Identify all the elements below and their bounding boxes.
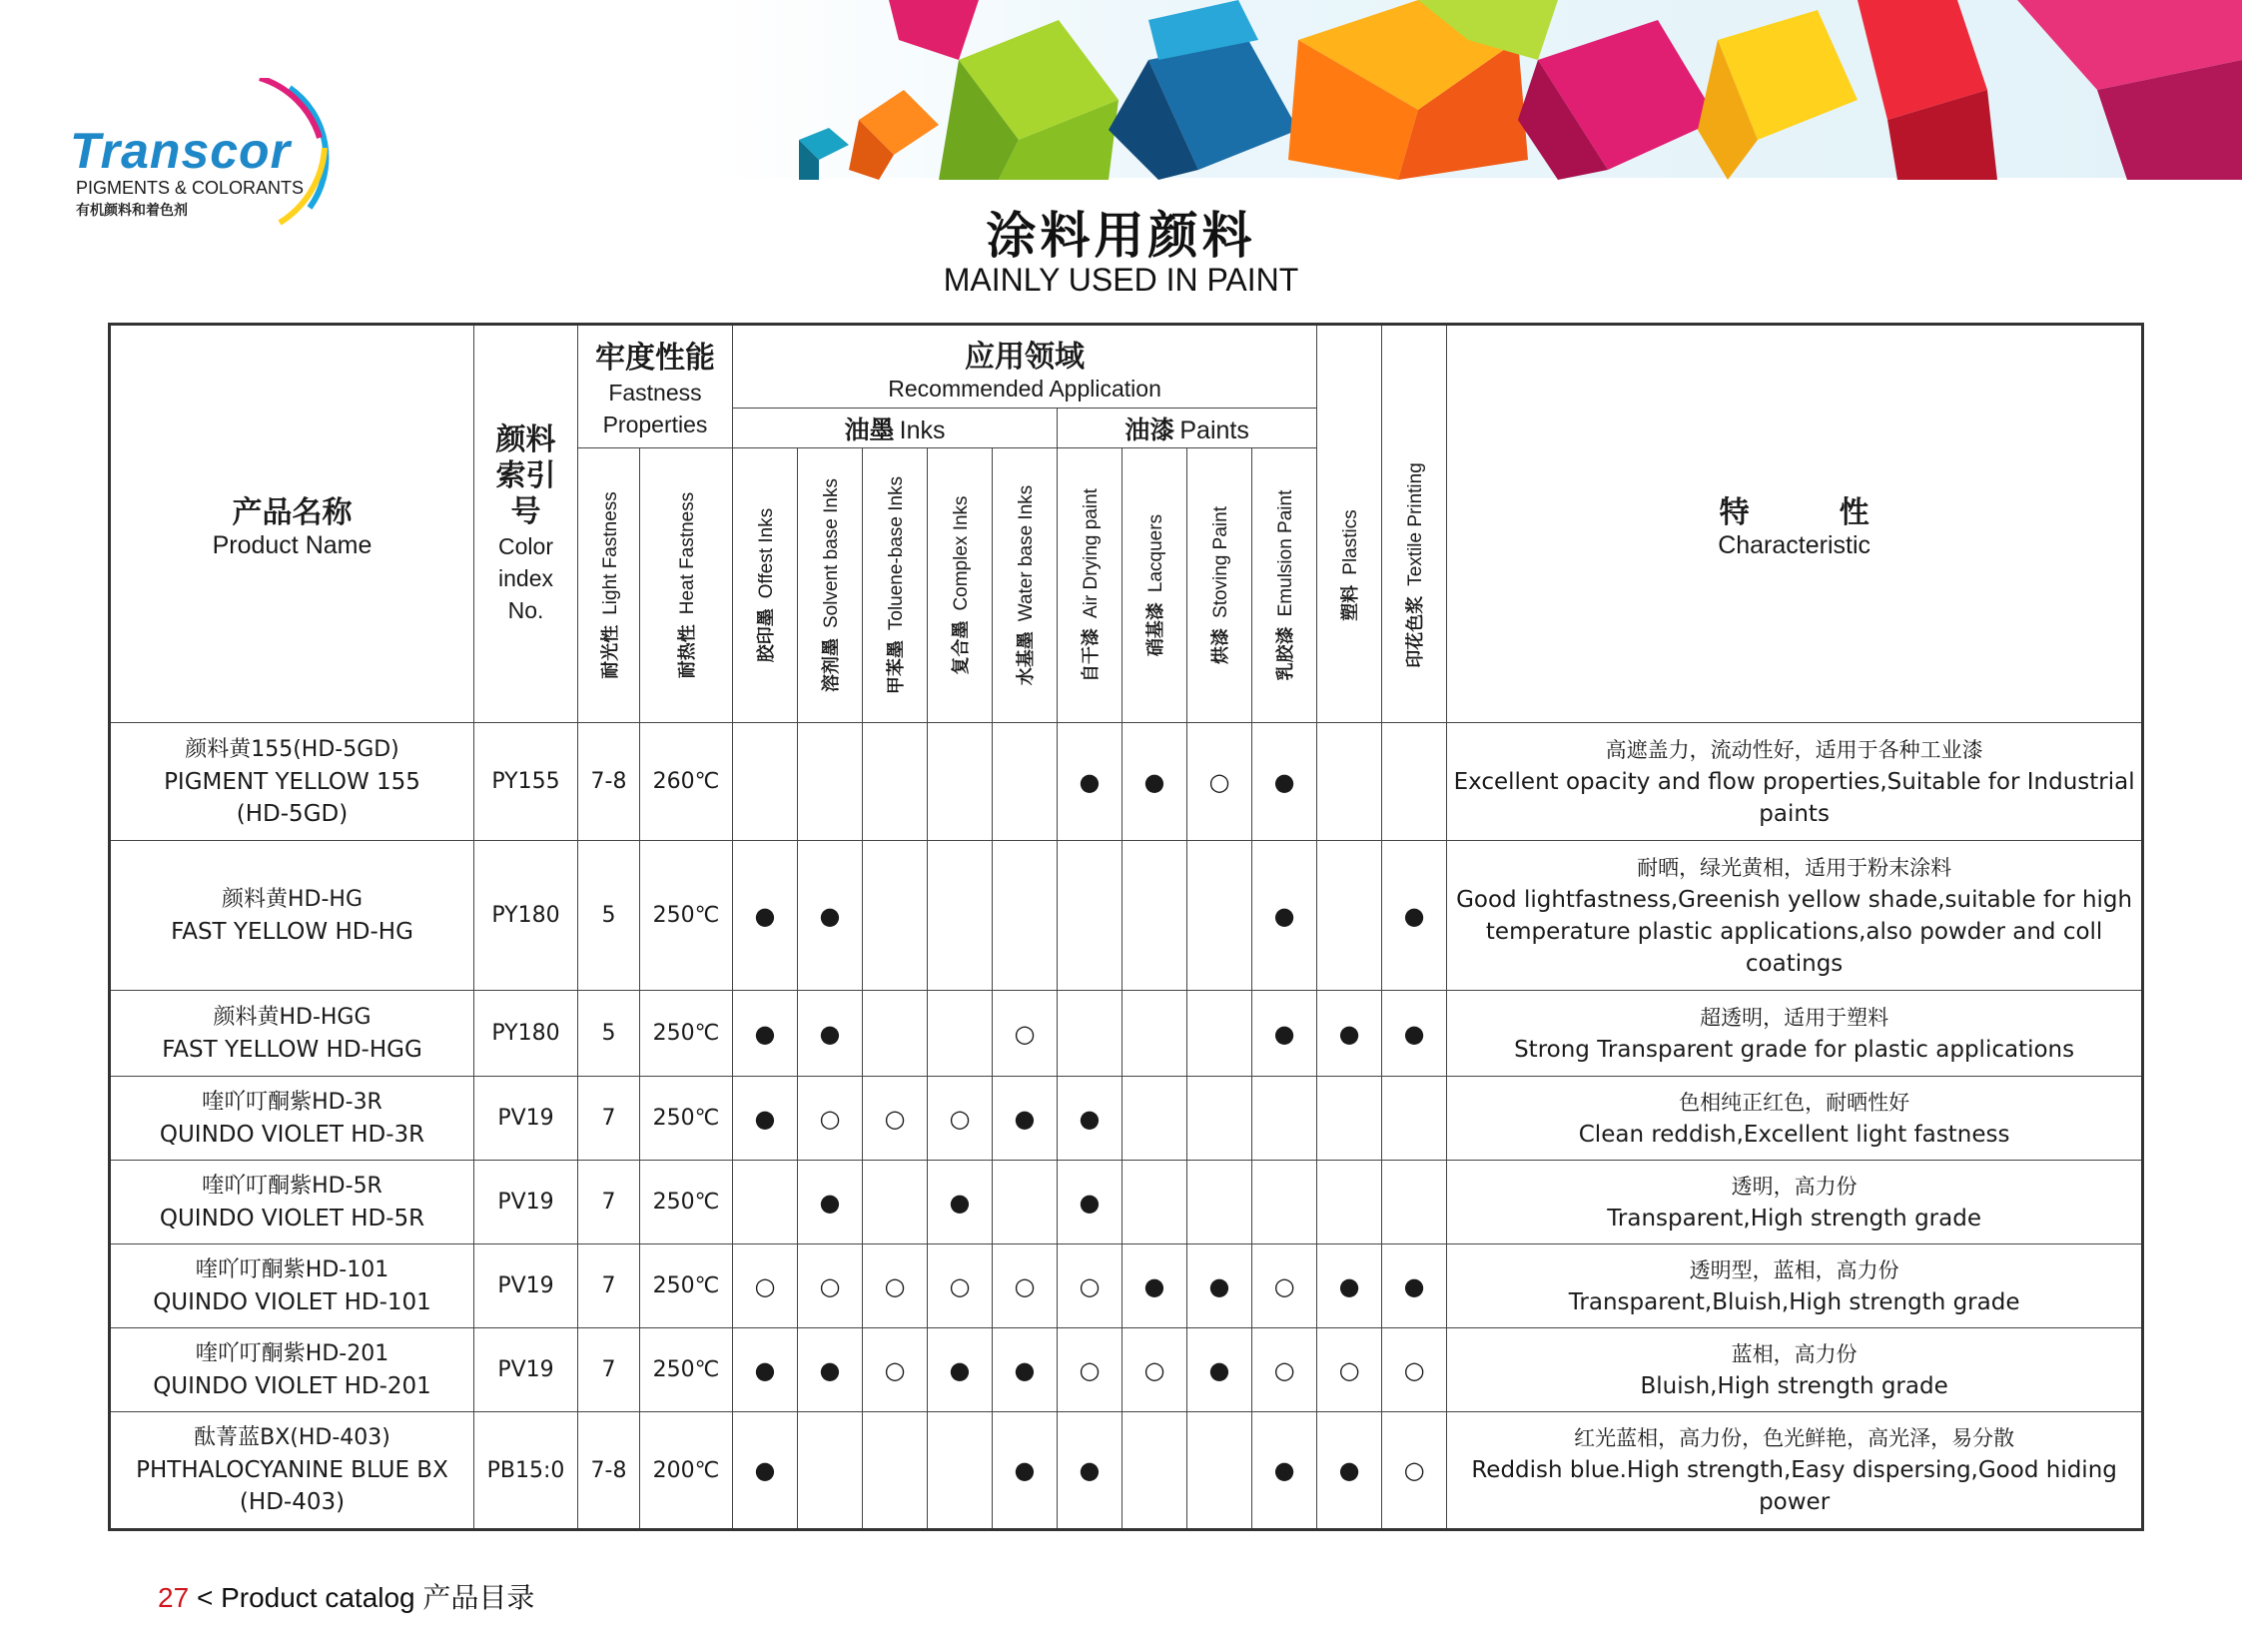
application-mark-cell: ● (1122, 723, 1187, 841)
application-mark-cell: ● (1317, 991, 1382, 1077)
application-mark-cell: ● (1317, 1244, 1382, 1328)
logo-tagline-en: PIGMENTS & COLORANTS (76, 178, 305, 198)
characteristic-en: Transparent,Bluish,High strength grade (1568, 1288, 2020, 1315)
application-mark-cell: ● (928, 1161, 993, 1244)
application-mark-cell: ● (1252, 841, 1317, 991)
application-mark-cell: ● (733, 841, 798, 991)
application-mark-cell (733, 1161, 798, 1244)
product-name-en: QUINDO VIOLET HD-101 (153, 1288, 431, 1315)
application-mark-cell (1187, 1412, 1252, 1530)
light-fastness-cell: 5 (578, 991, 640, 1077)
product-name-cn: 颜料黄HD-HGG (213, 1004, 372, 1030)
logo-tagline-cn: 有机颜料和着色剂 (76, 203, 188, 219)
header-characteristic: 特 性 Characteristic (1447, 325, 2143, 723)
characteristic-cn: 透明型，蓝相，高力份 (1689, 1257, 1899, 1282)
product-name-en: FAST YELLOW HD-HGG (162, 1036, 422, 1063)
header-col-light-fastness: 耐光性Light Fastness (578, 448, 640, 723)
application-mark-cell (863, 991, 928, 1077)
application-mark-cell: ○ (1317, 1328, 1382, 1412)
application-mark-cell: ● (798, 1328, 863, 1412)
application-mark-cell (1122, 1077, 1187, 1161)
color-index-cell: PY180 (474, 991, 578, 1077)
product-name-cell (110, 1328, 474, 1412)
characteristic-cn: 超透明，适用于塑料 (1700, 1005, 1889, 1030)
application-mark-cell (1187, 841, 1252, 991)
application-mark-cell (1122, 1161, 1187, 1244)
application-mark-cell (863, 1161, 928, 1244)
header-col-heat-fastness: 耐热性Heat Fastness (640, 448, 733, 723)
application-mark-cell: ○ (863, 1244, 928, 1328)
page-title-en: MAINLY USED IN PAINT (943, 262, 1299, 298)
product-name-en-code: (HD-5GD) (236, 800, 349, 827)
application-mark-cell: ● (1317, 1412, 1382, 1530)
product-table (108, 323, 2144, 1531)
product-name-en: PHTHALOCYANINE BLUE BX (136, 1457, 448, 1483)
characteristic-en: Excellent opacity and flow properties,Suitable for Industrial paints (1453, 768, 2135, 827)
application-mark-cell (733, 723, 798, 841)
characteristic-cn: 高遮盖力，流动性好，适用于各种工业漆 (1605, 737, 1983, 762)
application-mark-cell: ● (1382, 841, 1447, 991)
application-mark-cell (928, 1412, 993, 1530)
product-name-cell (110, 1161, 474, 1244)
characteristic-en: Good lightfastness,Greenish yellow shade,suitable for high temperature plastic applications,also powder and coll coatings (1456, 886, 2133, 977)
characteristic-cn: 蓝相，高力份 (1731, 1341, 1858, 1366)
product-name-cn: 喹吖叮酮紫HD-5R (202, 1173, 382, 1199)
application-mark-cell: ● (993, 1412, 1058, 1530)
application-mark-cell: ● (1382, 991, 1447, 1077)
application-mark-cell: ○ (1058, 1244, 1122, 1328)
table-row (110, 1161, 2143, 1244)
color-index-cell: PY180 (474, 841, 578, 991)
application-mark-cell (993, 841, 1058, 991)
application-mark-cell (1382, 1077, 1447, 1161)
characteristic-cn: 色相纯正红色，耐晒性好 (1679, 1090, 1910, 1115)
product-name-cn: 颜料黄155(HD-5GD) (185, 736, 399, 762)
light-fastness-cell: 7-8 (578, 1412, 640, 1530)
application-mark-cell: ○ (993, 991, 1058, 1077)
application-mark-cell (1317, 723, 1382, 841)
header-col-lacquers: 硝基漆Lacquers (1122, 448, 1187, 723)
table-row (110, 1077, 2143, 1161)
light-fastness-cell: 7 (578, 1077, 640, 1161)
product-name-en-code: (HD-403) (239, 1489, 346, 1515)
characteristic-en: Strong Transparent grade for plastic applications (1514, 1036, 2075, 1063)
page-number: 27 (158, 1582, 190, 1613)
application-mark-cell: ● (993, 1328, 1058, 1412)
product-name-en: QUINDO VIOLET HD-3R (159, 1121, 425, 1148)
color-index-cell: PV19 (474, 1161, 578, 1244)
application-mark-cell: ● (1187, 1244, 1252, 1328)
product-name-cn: 喹吖叮酮紫HD-201 (195, 1340, 389, 1366)
heat-fastness-cell: 250℃ (640, 1244, 733, 1328)
application-mark-cell (993, 723, 1058, 841)
application-mark-cell: ○ (928, 1244, 993, 1328)
application-mark-cell (863, 1412, 928, 1530)
application-mark-cell (1058, 991, 1122, 1077)
application-mark-cell (993, 1161, 1058, 1244)
characteristic-cell (1447, 841, 2143, 991)
header-paints: 油漆 Paints (1058, 409, 1317, 448)
application-mark-cell: ○ (733, 1244, 798, 1328)
application-mark-cell: ○ (1122, 1328, 1187, 1412)
header-col-air-drying-paint: 自干漆Air Drying paint (1058, 448, 1122, 723)
application-mark-cell: ○ (928, 1077, 993, 1161)
application-mark-cell: ● (1058, 1412, 1122, 1530)
application-mark-cell (928, 723, 993, 841)
application-mark-cell: ○ (1382, 1328, 1447, 1412)
application-mark-cell (1382, 723, 1447, 841)
product-name-en: FAST YELLOW HD-HG (171, 918, 413, 945)
color-index-cell: PV19 (474, 1328, 578, 1412)
header-col-complex-inks: 复合墨Complex Inks (928, 448, 993, 723)
application-mark-cell: ● (1252, 723, 1317, 841)
header-col-stoving-paint: 烘漆Stoving Paint (1187, 448, 1252, 723)
heat-fastness-cell: 200℃ (640, 1412, 733, 1530)
characteristic-cell (1447, 991, 2143, 1077)
product-name-cell (110, 1244, 474, 1328)
application-mark-cell: ● (733, 1412, 798, 1530)
application-mark-cell: ○ (798, 1244, 863, 1328)
characteristic-en: Transparent,High strength grade (1607, 1205, 1981, 1232)
application-mark-cell (928, 991, 993, 1077)
light-fastness-cell: 7 (578, 1328, 640, 1412)
product-name-cell (110, 991, 474, 1077)
application-mark-cell: ○ (1252, 1244, 1317, 1328)
characteristic-cell (1447, 1244, 2143, 1328)
header-col-textile-printing: 印花色浆Textile Printing (1382, 409, 1447, 723)
application-mark-cell: ● (798, 991, 863, 1077)
application-mark-cell (1187, 1161, 1252, 1244)
application-mark-cell: ● (1187, 1328, 1252, 1412)
logo-wordmark: Transcor (70, 123, 292, 179)
color-index-cell: PY155 (474, 723, 578, 841)
application-mark-cell (1317, 1077, 1382, 1161)
heat-fastness-cell: 250℃ (640, 841, 733, 991)
application-mark-cell (1382, 1161, 1447, 1244)
table-body (110, 723, 2143, 1530)
header-fastness: 牢度性能 Fastness Properties (578, 325, 733, 448)
characteristic-cell (1447, 1161, 2143, 1244)
application-mark-cell: ● (798, 1161, 863, 1244)
application-mark-cell (928, 841, 993, 991)
application-mark-cell (1252, 1077, 1317, 1161)
table-row (110, 991, 2143, 1077)
header-col-water-inks: 水基墨Water base Inks (993, 448, 1058, 723)
product-name-cn: 喹吖叮酮紫HD-101 (195, 1256, 389, 1282)
application-mark-cell (1122, 1412, 1187, 1530)
light-fastness-cell: 7 (578, 1161, 640, 1244)
light-fastness-cell: 7 (578, 1244, 640, 1328)
table-row (110, 1328, 2143, 1412)
table-row (110, 1412, 2143, 1530)
application-mark-cell (1187, 991, 1252, 1077)
header-product-name: 产品名称 Product Name (110, 325, 474, 723)
header-col-emulsion-paint: 乳胶漆Emulsion Paint (1252, 448, 1317, 723)
heat-fastness-cell: 260℃ (640, 723, 733, 841)
application-mark-cell: ● (928, 1328, 993, 1412)
table-row (110, 723, 2143, 841)
product-name-cn: 喹吖叮酮紫HD-3R (202, 1089, 382, 1115)
header-inks: 油墨 Inks (733, 409, 1058, 448)
application-mark-cell (1317, 841, 1382, 991)
characteristic-en: Clean reddish,Excellent light fastness (1578, 1121, 2010, 1148)
header-col-offset-inks: 胶印墨Offest Inks (733, 448, 798, 723)
page-footer (158, 1576, 534, 1616)
application-mark-cell: ● (1058, 1077, 1122, 1161)
application-mark-cell: ○ (863, 1328, 928, 1412)
application-mark-cell: ○ (1058, 1328, 1122, 1412)
application-mark-cell (1317, 1161, 1382, 1244)
application-mark-cell (863, 723, 928, 841)
footer-label: < Product catalog 产品目录 (196, 1582, 535, 1613)
light-fastness-cell: 7-8 (578, 723, 640, 841)
product-name-cn: 颜料黄HD-HG (221, 886, 363, 912)
product-name-en: PIGMENT YELLOW 155 (164, 768, 420, 795)
application-mark-cell: ● (1252, 991, 1317, 1077)
application-mark-cell: ● (733, 1328, 798, 1412)
characteristic-en: Bluish,High strength grade (1640, 1372, 1948, 1399)
heat-fastness-cell: 250℃ (640, 1328, 733, 1412)
application-mark-cell (1058, 841, 1122, 991)
header-col-plastics: 塑料Plastics (1317, 409, 1382, 723)
characteristic-cell (1447, 1077, 2143, 1161)
application-mark-cell (1187, 1077, 1252, 1161)
header-color-index: 颜料索引号 Color index No. (474, 325, 578, 723)
application-mark-cell (863, 841, 928, 991)
color-index-cell: PV19 (474, 1244, 578, 1328)
product-name-cell (110, 723, 474, 841)
application-mark-cell: ○ (1187, 723, 1252, 841)
product-name-cn: 酞菁蓝BX(HD-403) (194, 1425, 390, 1450)
product-name-cell (110, 1412, 474, 1530)
light-fastness-cell: 5 (578, 841, 640, 991)
color-index-cell: PV19 (474, 1077, 578, 1161)
application-mark-cell (1122, 841, 1187, 991)
characteristic-cell (1447, 1328, 2143, 1412)
application-mark-cell: ○ (1252, 1328, 1317, 1412)
product-name-en: QUINDO VIOLET HD-5R (159, 1205, 425, 1232)
color-index-cell: PB15:0 (474, 1412, 578, 1530)
heat-fastness-cell: 250℃ (640, 1161, 733, 1244)
application-mark-cell (1122, 991, 1187, 1077)
heat-fastness-cell: 250℃ (640, 1077, 733, 1161)
product-name-cell (110, 841, 474, 991)
application-mark-cell (1252, 1161, 1317, 1244)
application-mark-cell: ● (1058, 1161, 1122, 1244)
table-row (110, 841, 2143, 991)
characteristic-cn: 透明，高力份 (1731, 1174, 1858, 1199)
application-mark-cell: ○ (993, 1244, 1058, 1328)
characteristic-cell (1447, 1412, 2143, 1530)
application-mark-cell: ● (1058, 723, 1122, 841)
application-mark-cell: ○ (863, 1077, 928, 1161)
application-mark-cell: ○ (1382, 1412, 1447, 1530)
product-name-en: QUINDO VIOLET HD-201 (153, 1372, 431, 1399)
characteristic-cn: 耐晒，绿光黄相，适用于粉末涂料 (1637, 855, 1952, 880)
characteristic-cell (1447, 723, 2143, 841)
heat-fastness-cell: 250℃ (640, 991, 733, 1077)
header-application: 应用领域 Recommended Application (733, 325, 1317, 409)
application-mark-cell: ● (798, 841, 863, 991)
application-mark-cell (798, 1412, 863, 1530)
application-mark-cell: ○ (798, 1077, 863, 1161)
application-mark-cell: ● (733, 991, 798, 1077)
header-col-solvent-inks: 溶剂墨Solvent base Inks (798, 448, 863, 723)
characteristic-cn: 红光蓝相，高力份，色光鲜艳，高光泽，易分散 (1574, 1426, 2015, 1450)
application-mark-cell: ● (1252, 1412, 1317, 1530)
application-mark-cell: ● (993, 1077, 1058, 1161)
product-name-cell (110, 1077, 474, 1161)
application-mark-cell: ● (1382, 1244, 1447, 1328)
table-row (110, 1244, 2143, 1328)
characteristic-en: Reddish blue.High strength,Easy dispersing,Good hiding power (1471, 1457, 2117, 1515)
application-mark-cell: ● (733, 1077, 798, 1161)
header-col-toluene-inks: 甲苯墨Toluene-base Inks (863, 448, 928, 723)
page-title-cn: 涂料用颜料 (986, 207, 1256, 265)
application-mark-cell (798, 723, 863, 841)
application-mark-cell: ● (1122, 1244, 1187, 1328)
